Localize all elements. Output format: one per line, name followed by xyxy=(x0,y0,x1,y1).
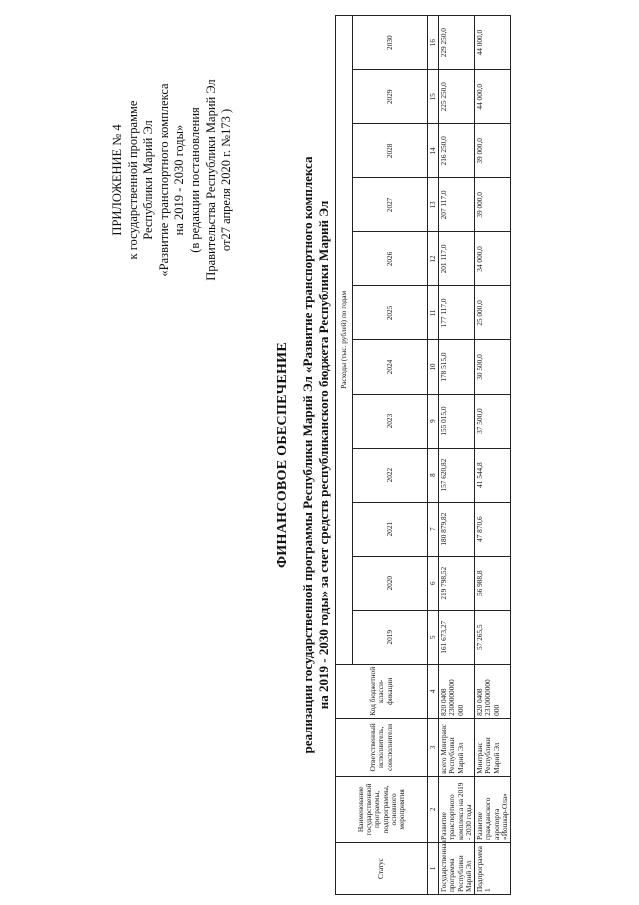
row-value: 57 265,5 xyxy=(475,610,511,664)
column-number: 9 xyxy=(428,394,439,448)
document-subtitle xyxy=(300,65,332,845)
column-number: 5 xyxy=(428,610,439,664)
column-number: 4 xyxy=(428,664,439,718)
row-value: 207 117,0 xyxy=(439,178,475,232)
row-value: 216 250,0 xyxy=(439,124,475,178)
column-number: 13 xyxy=(428,178,439,232)
row-value: 219 798,52 xyxy=(439,556,475,610)
appendix-line: (в редакции постановления xyxy=(187,107,202,253)
appendix-line: ПРИЛОЖЕНИЕ № 4 xyxy=(110,124,124,236)
column-number: 10 xyxy=(428,340,439,394)
row-value: 47 870,6 xyxy=(475,502,511,556)
column-number: 6 xyxy=(428,556,439,610)
header-year: 2026 xyxy=(353,232,428,286)
row-code: 820 0408 2300000000 000 xyxy=(439,664,475,718)
row-value: 39 000,0 xyxy=(475,124,511,178)
row-value: 178 515,0 xyxy=(439,340,475,394)
header-year: 2029 xyxy=(353,70,428,124)
financing-table xyxy=(335,15,511,895)
table-row xyxy=(475,16,511,895)
row-value: 229 250,0 xyxy=(439,16,475,70)
row-value: 157 620,82 xyxy=(439,448,475,502)
header-year: 2019 xyxy=(353,610,428,664)
column-number: 2 xyxy=(428,776,439,842)
row-value: 34 000,0 xyxy=(475,232,511,286)
column-number: 3 xyxy=(428,718,439,776)
header-expenses: Расходы (тыс. рублей) по годам xyxy=(336,16,353,665)
row-value: 225 250,0 xyxy=(439,70,475,124)
header-year: 2021 xyxy=(353,502,428,556)
appendix-line: на 2019 - 2030 годы» xyxy=(172,124,187,236)
header-year: 2024 xyxy=(353,340,428,394)
header-year: 2028 xyxy=(353,124,428,178)
row-value: 30 500,0 xyxy=(475,340,511,394)
header-year: 2020 xyxy=(353,556,428,610)
row-value: 177 117,0 xyxy=(439,286,475,340)
column-number: 11 xyxy=(428,286,439,340)
row-code: 820 0408 2310000000 000 xyxy=(475,664,511,718)
header-year: 2023 xyxy=(353,394,428,448)
column-number: 1 xyxy=(428,842,439,894)
header-status: Статус xyxy=(336,842,428,894)
row-value: 201 117,0 xyxy=(439,232,475,286)
row-value: 25 000,0 xyxy=(475,286,511,340)
header-code: Код бюджетной класси-фикации xyxy=(336,664,428,718)
row-executor: Минтранс Республики Марий Эл xyxy=(475,718,511,776)
row-name: Развитие транспортного комплекса на 2019 - 2030 годы xyxy=(439,776,475,842)
column-number: 14 xyxy=(428,124,439,178)
appendix-line: Правительства Республики Марий Эл xyxy=(203,79,218,281)
row-name: Развитие гражданского аэропорта «Йошкар-Ола» xyxy=(475,776,511,842)
document-title: ФИНАНСОВОЕ ОБЕСПЕЧЕНИЕ xyxy=(275,341,290,569)
row-executor: всего Минтранс Республики Марий Эл xyxy=(439,718,475,776)
appendix-block xyxy=(110,55,235,305)
row-value: 180 879,82 xyxy=(439,502,475,556)
row-value: 44 000,0 xyxy=(475,70,511,124)
appendix-line: Республики Марий Эл xyxy=(141,120,156,240)
row-value: 161 673,27 xyxy=(439,610,475,664)
appendix-line: «Развитие транспортного комплекса xyxy=(156,83,171,277)
appendix-line: к государственной программе xyxy=(125,100,140,260)
subtitle-line: реализации государственной программы Республики Марий Эл «Развитие транспортного комплекса xyxy=(300,156,315,754)
row-value: 41 544,8 xyxy=(475,448,511,502)
row-value: 39 000,0 xyxy=(475,178,511,232)
subtitle-line: на 2019 - 2030 годы» за счет средств республиканского бюджета Республики Марий Эл xyxy=(316,200,331,710)
row-value: 37 500,0 xyxy=(475,394,511,448)
column-number: 7 xyxy=(428,502,439,556)
column-number: 8 xyxy=(428,448,439,502)
header-name: Наименование государственной программы, подпрограммы, основного мероприятия xyxy=(336,776,428,842)
appendix-line: от27 апреля 2020 г. №173 ) xyxy=(219,108,234,252)
row-status: Подпрограмма 1 xyxy=(475,842,511,894)
row-value: 44 000,0 xyxy=(475,16,511,70)
row-status: Государственная программа Республики Марий Эл xyxy=(439,842,475,894)
column-number: 15 xyxy=(428,70,439,124)
header-executor: Ответственный исполнитель, соисполнители xyxy=(336,718,428,776)
header-year: 2027 xyxy=(353,178,428,232)
row-value: 56 988,8 xyxy=(475,556,511,610)
column-number-row xyxy=(428,16,439,895)
table-row xyxy=(439,16,475,895)
column-number: 16 xyxy=(428,16,439,70)
column-number: 12 xyxy=(428,232,439,286)
row-value: 155 015,0 xyxy=(439,394,475,448)
header-year: 2030 xyxy=(353,16,428,70)
header-year: 2022 xyxy=(353,448,428,502)
header-year: 2025 xyxy=(353,286,428,340)
